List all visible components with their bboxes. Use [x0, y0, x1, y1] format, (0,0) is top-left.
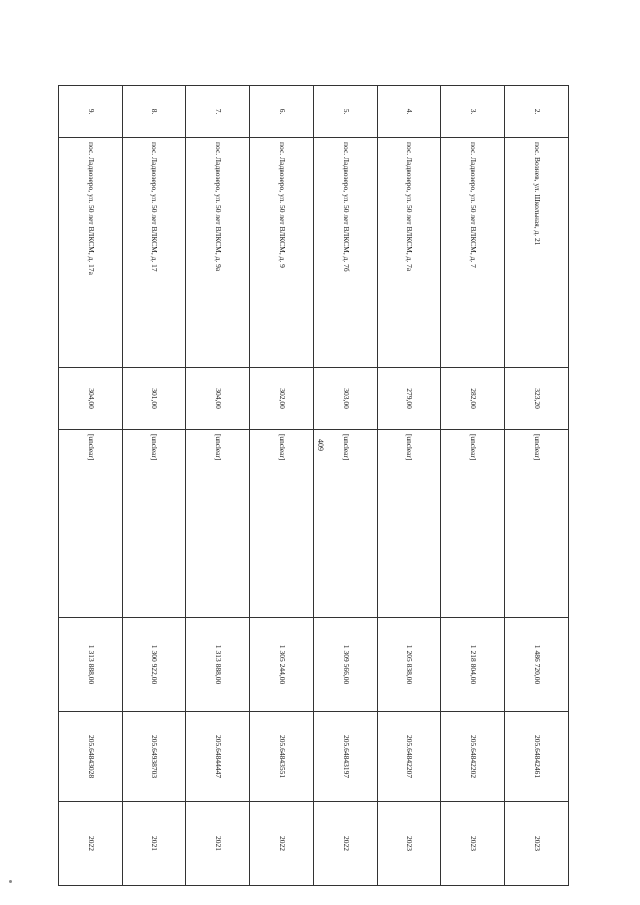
address-cell: пос. Ладвозеро, ул. 50 лет ВЛКСМ, д. 9а: [186, 138, 250, 368]
area-cell: 323,20: [505, 368, 569, 430]
table-row: [441, 86, 505, 886]
housing-repair-table: [58, 85, 569, 886]
area-cell: 302,00: [250, 368, 314, 430]
object-code-cell: 205.64844447: [186, 712, 250, 802]
year-cell: 2022: [59, 802, 123, 886]
area-cell: 303,00: [314, 368, 378, 430]
object-code-cell: 205.64842461: [505, 712, 569, 802]
row-number: 8.: [122, 86, 186, 138]
year-cell: 2023: [441, 802, 505, 886]
object-code-cell: 205.64842202: [441, 712, 505, 802]
row-number: 4.: [377, 86, 441, 138]
row-number: 5.: [314, 86, 378, 138]
cost-cell: 1 313 888,00: [186, 618, 250, 712]
table-row: [314, 86, 378, 886]
works-description-cell: [314, 430, 378, 618]
address-cell: пос. Ладвозеро, ул. 50 лет ВЛКСМ, д. 9: [250, 138, 314, 368]
cost-cell: 1 313 888,00: [59, 618, 123, 712]
area-cell: 301,00: [122, 368, 186, 430]
address-cell: пос. Вознев, ул. Школьная, д. 21: [505, 138, 569, 368]
works-description-cell: [505, 430, 569, 618]
row-number: 6.: [250, 86, 314, 138]
works-description-cell: [377, 430, 441, 618]
works-description-cell: [59, 430, 123, 618]
object-code-cell: 205.64843197: [314, 712, 378, 802]
address-cell: пос. Ладвозеро, ул. 50 лет ВЛКСМ, д. 7: [441, 138, 505, 368]
address-cell: пос. Ладвозеро, ул. 50 лет ВЛКСМ, д. 7а: [377, 138, 441, 368]
table-row: [250, 86, 314, 886]
area-cell: 304,00: [186, 368, 250, 430]
works-description-cell: [441, 430, 505, 618]
cost-cell: 1 305 244,00: [250, 618, 314, 712]
works-text: [unclear]: [405, 434, 415, 461]
address-cell: пос. Ладвозеро, ул. 50 лет ВЛКСМ, д. 7б: [314, 138, 378, 368]
works-description-cell: [186, 430, 250, 618]
cost-cell: 1 205 838,00: [377, 618, 441, 712]
area-cell: 282,00: [441, 368, 505, 430]
table-row: [186, 86, 250, 886]
works-text: [unclear]: [214, 434, 224, 461]
year-cell: 2022: [314, 802, 378, 886]
works-text: [unclear]: [532, 434, 542, 461]
year-cell: 2022: [250, 802, 314, 886]
table-row: [122, 86, 186, 886]
table-row: [59, 86, 123, 886]
cost-cell: 1 300 922,00: [122, 618, 186, 712]
year-cell: 2021: [122, 802, 186, 886]
cost-cell: 1 218 804,00: [441, 618, 505, 712]
row-number: 7.: [186, 86, 250, 138]
works-text: [unclear]: [469, 434, 479, 461]
row-number: 2.: [505, 86, 569, 138]
works-description-cell: [250, 430, 314, 618]
works-text: [unclear]: [150, 434, 160, 461]
table-frame: [58, 85, 569, 885]
object-code-cell: 205.64938703: [122, 712, 186, 802]
cost-cell: 1 486 720,00: [505, 618, 569, 712]
row-number: 3.: [441, 86, 505, 138]
scan-speck: [9, 880, 12, 883]
works-description-cell: [122, 430, 186, 618]
works-text: [unclear]: [277, 434, 287, 461]
address-cell: пос. Ладвозеро, ул. 50 лет ВЛКСМ, д. 17а: [59, 138, 123, 368]
area-cell: 304,00: [59, 368, 123, 430]
area-cell: 279,00: [377, 368, 441, 430]
year-cell: 2021: [186, 802, 250, 886]
table-row: [377, 86, 441, 886]
rotated-table-wrapper: [58, 85, 569, 885]
row-number: 9.: [59, 86, 123, 138]
object-code-cell: 205.64843551: [250, 712, 314, 802]
works-text: [unclear]: [341, 434, 351, 461]
table-row: [505, 86, 569, 886]
object-code-cell: 205.64843028: [59, 712, 123, 802]
year-cell: 2023: [377, 802, 441, 886]
year-cell: 2023: [505, 802, 569, 886]
address-cell: пос. Ладвозеро, ул. 50 лет ВЛКСМ, д. 17: [122, 138, 186, 368]
page-number: 409: [316, 439, 325, 451]
cost-cell: 1 309 566,00: [314, 618, 378, 712]
works-text: [unclear]: [86, 434, 96, 461]
object-code-cell: 205.64842207: [377, 712, 441, 802]
